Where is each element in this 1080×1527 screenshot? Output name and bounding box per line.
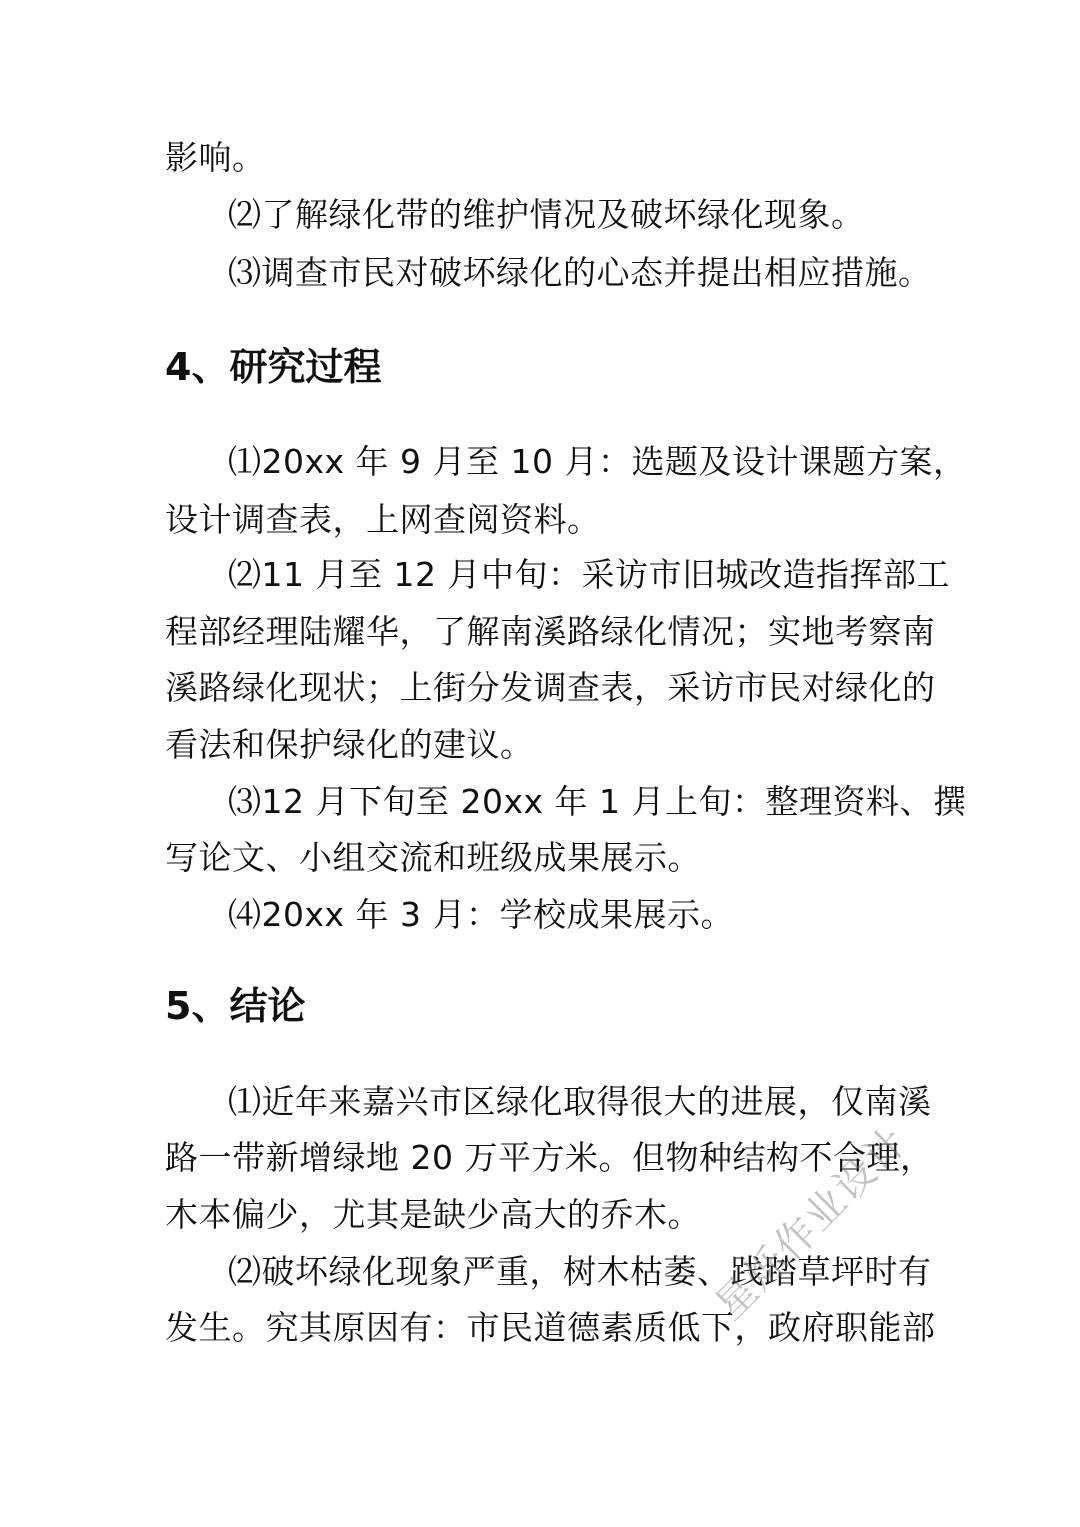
text-line: 看法和保护绿化的建议。	[165, 725, 534, 764]
text-line: ⑷20xx 年 3 月：学校成果展示。	[228, 895, 735, 934]
text-line: ⑴近年来嘉兴市区绿化取得很大的进展，仅南溪	[228, 1082, 932, 1121]
text-line: ⑶12 月下旬至 20xx 年 1 月上旬：整理资料、撰	[228, 782, 967, 821]
text-line: ⑶调查市民对破坏绿化的心态并提出相应措施。	[228, 253, 932, 292]
section-heading: 4、研究过程	[165, 345, 382, 389]
text-line: 木本偏少，尤其是缺少高大的乔木。	[165, 1195, 701, 1234]
text-line: 设计调查表，上网查阅资料。	[165, 500, 601, 539]
text-line: 影响。	[165, 138, 266, 177]
text-line: 发生。究其原因有：市民道德素质低下，政府职能部	[165, 1308, 936, 1347]
section-heading: 5、结论	[165, 984, 306, 1028]
text-line: 溪路绿化现状；上街分发调查表，采访市民对绿化的	[165, 668, 936, 707]
text-line: 程部经理陆耀华，了解南溪路绿化情况；实地考察南	[165, 612, 936, 651]
text-line: ⑵破坏绿化现象严重，树木枯萎、践踏草坪时有	[228, 1252, 932, 1291]
text-line: ⑵11 月至 12 月中旬：采访市旧城改造指挥部工	[228, 555, 950, 594]
text-line: ⑵了解绿化带的维护情况及破坏绿化现象。	[228, 195, 865, 234]
text-line: ⑴20xx 年 9 月至 10 月：选题及设计课题方案，	[228, 442, 967, 481]
text-line: 写论文、小组交流和班级成果展示。	[165, 838, 701, 877]
text-line: 路一带新增绿地 20 万平方米。但物种结构不合理，	[165, 1138, 934, 1177]
watermark: 星烁作业设计	[706, 1118, 918, 1329]
